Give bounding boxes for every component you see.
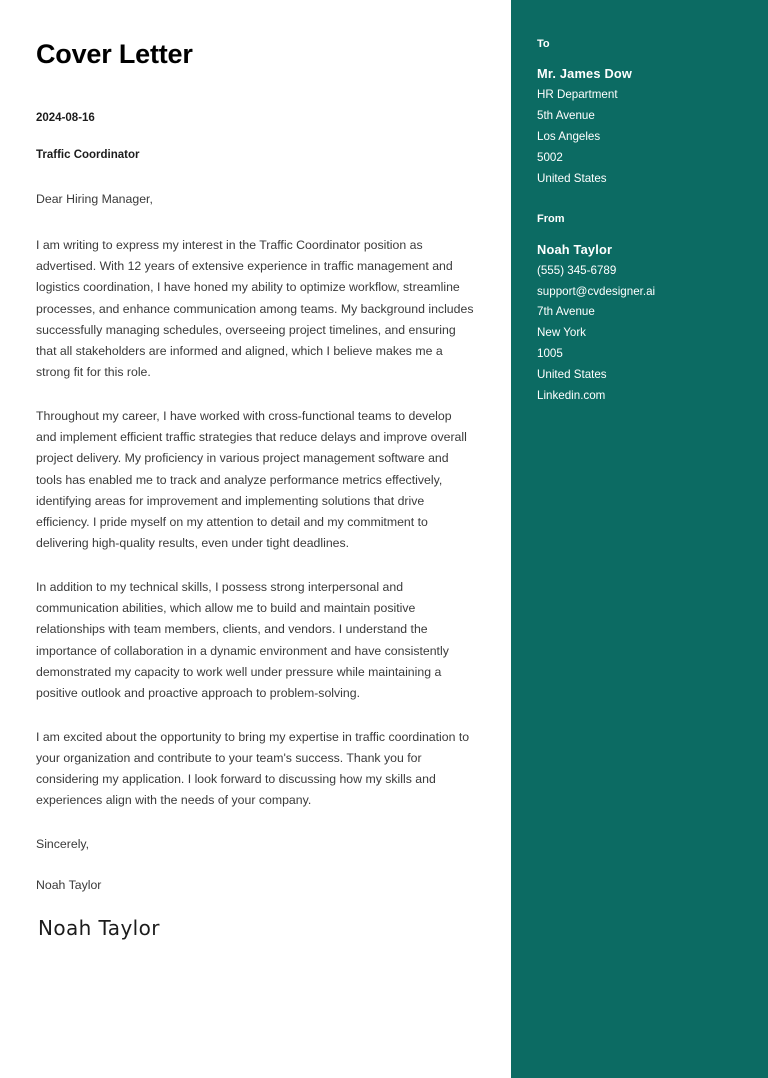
sender-phone: (555) 345-6789 (537, 263, 617, 277)
recipient-line: 5002 (537, 150, 563, 164)
sender-label: From (537, 213, 565, 226)
recipient-block (537, 38, 768, 187)
contact-sidebar (511, 0, 768, 1078)
sender-line: New York (537, 326, 586, 340)
letter-date: 2024-08-16 (36, 111, 95, 124)
salutation: Dear Hiring Manager, (36, 192, 153, 207)
job-title: Traffic Coordinator (36, 149, 140, 162)
sender-line: 1005 (537, 347, 563, 361)
recipient-label: To (537, 38, 550, 50)
sender-line: United States (537, 367, 607, 381)
recipient-line: United States (537, 171, 607, 185)
recipient-line: Los Angeles (537, 130, 601, 144)
recipient-name: Mr. James Dow (537, 66, 633, 82)
signature: Noah Taylor (38, 915, 160, 940)
recipient-line: HR Department (537, 88, 618, 102)
sender-name: Noah Taylor (537, 241, 613, 257)
letter-paragraph: I am writing to express my interest in the Traffic Coordinator position as advertised. With 12 years of extensive experience in traffic management and logistics coordination, I have honed my ability to optimize workflow, streamline processes, and enhance communication among teams. My background includes successfully managing schedules, overseeing project timelines, and ensuring that all stakeholders are informed and aligned, which I believe makes me a strong fit for this role. (36, 238, 474, 379)
letter-paragraph: Throughout my career, I have worked with cross-functional teams to develop and implement efficient traffic strategies that reduce delays and improve overall project delivery. My proficiency in various project management software and tools has enabled me to track and analyze performance metrics effectively, identifying areas for improvement and implementing solutions that drive efficiency. I pride myself on my attention to detail and my commitment to delivering high-quality results, even under tight deadlines. (36, 409, 467, 550)
sender-block (537, 213, 768, 404)
letter-paragraph: In addition to my technical skills, I possess strong interpersonal and communication abilities, which allow me to build and maintain positive relationships with team members, clients, and vendors. I understand the importance of collaboration in a dynamic environment and have consistently demonstrated my capacity to work well under pressure while maintaining a positive outlook and proactive approach to problem-solving. (36, 580, 449, 700)
page-title: Cover Letter (36, 39, 193, 69)
recipient-line: 5th Avenue (537, 109, 595, 123)
sender-linkedin[interactable]: Linkedin.com (537, 388, 606, 402)
sender-email[interactable]: support@cvdesigner.ai (537, 284, 656, 298)
closing-name: Noah Taylor (36, 877, 102, 892)
sender-line: 7th Avenue (537, 305, 595, 319)
closing-word: Sincerely, (36, 837, 90, 852)
letter-paragraph: I am excited about the opportunity to bring my expertise in traffic coordination to your organization and contribute to your team's success. Thank you for considering my application. I look forward to discussing how my skills and experiences align with the needs of your company. (36, 729, 470, 808)
